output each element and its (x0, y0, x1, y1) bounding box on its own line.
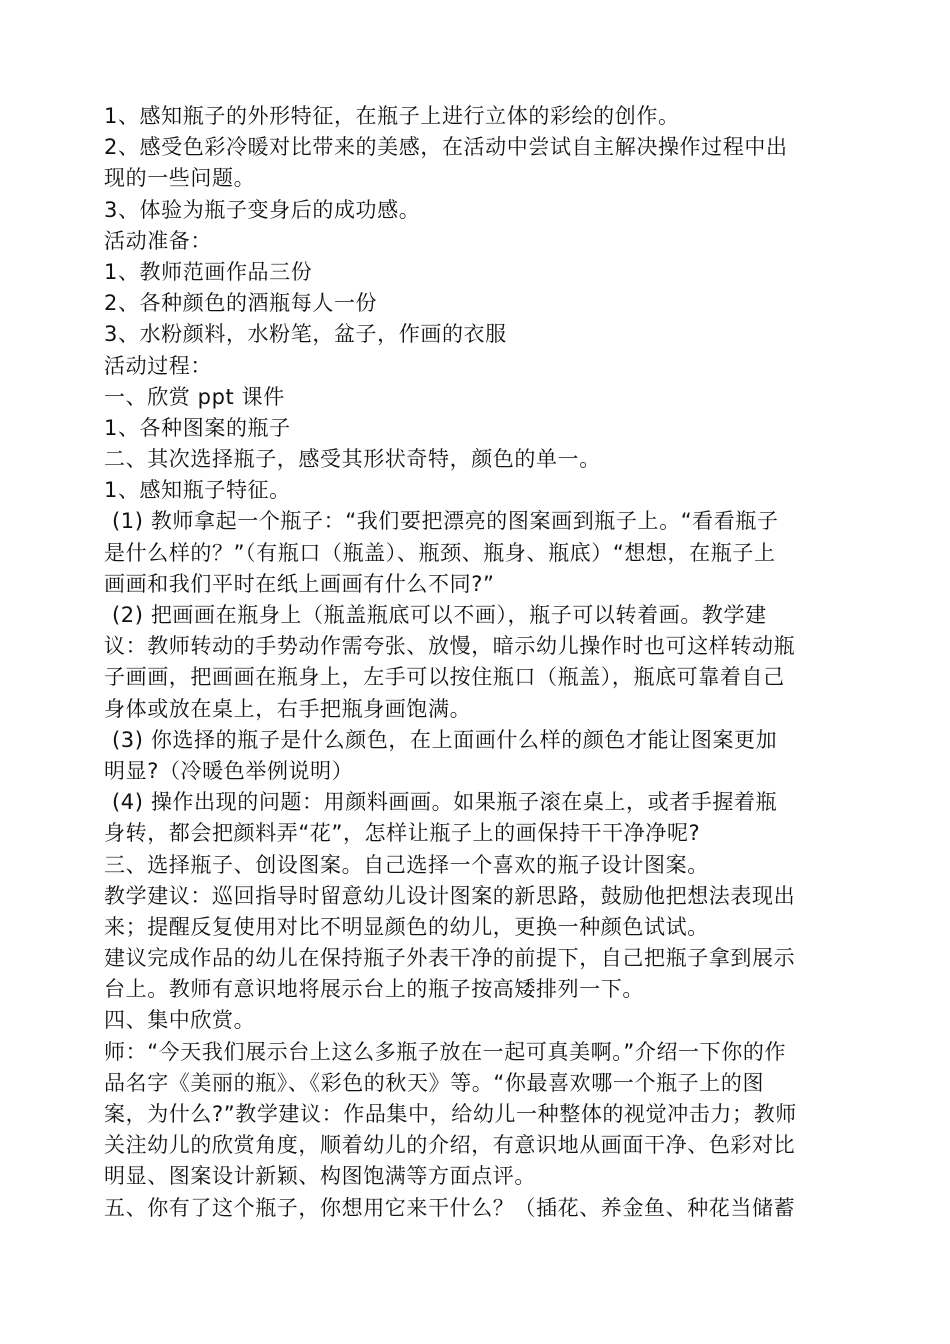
text-line: 二、其次选择瓶子，感受其形状奇特，颜色的单一。 (104, 447, 601, 472)
text-line: 明显?（冷暖色举例说明） (104, 758, 354, 783)
text-line: 议：教师转动的手势动作需夸张、放慢，暗示幼儿操作时也可这样转动瓶 (104, 634, 796, 659)
text-line: 四、集中欣赏。 (104, 1008, 256, 1033)
text-line: 2、感受色彩冷暖对比带来的美感，在活动中尝试自主解决操作过程中出 (104, 135, 788, 160)
text-line: 1、各种图案的瓶子 (104, 415, 291, 440)
text-line: 关注幼儿的欣赏角度，顺着幼儿的介绍，有意识地从画面干净、色彩对比 (104, 1133, 796, 1158)
text-line: 台上。教师有意识地将展示台上的瓶子按高矮排列一下。 (104, 977, 644, 1002)
text-line: 1、教师范画作品三份 (104, 259, 313, 284)
text-line: 一、欣赏 ppt 课件 (104, 384, 285, 409)
section-heading: 活动过程： (104, 353, 212, 378)
text-line: 教学建议：巡回指导时留意幼儿设计图案的新思路，鼓励他把想法表现出 (104, 883, 796, 908)
text-line: (4) 操作出现的问题：用颜料画画。如果瓶子滚在桌上，或者手握着瓶 (112, 790, 778, 815)
text-line: 师：“今天我们展示台上这么多瓶子放在一起可真美啊。”介绍一下你的作 (104, 1039, 787, 1064)
text-line: 1、感知瓶子的外形特征，在瓶子上进行立体的彩绘的创作。 (104, 104, 680, 128)
text-line: (2) 把画画在瓶身上（瓶盖瓶底可以不画），瓶子可以转着画。教学建 (112, 603, 767, 627)
section-heading: 活动准备： (104, 228, 212, 253)
text-line: 子画画，把画画在瓶身上，左手可以按住瓶口（瓶盖），瓶底可靠着自己 (104, 665, 785, 690)
text-line: 来；提醒反复使用对比不明显颜色的幼儿，更换一种颜色试试。 (104, 914, 709, 939)
text-line: 案，为什么?”教学建议：作品集中，给幼儿一种整体的视觉冲击力；教师 (104, 1102, 797, 1126)
text-line: 3、水粉颜料，水粉笔，盆子，作画的衣服 (104, 322, 507, 347)
text-line: 是什么样的？”（有瓶口（瓶盖）、瓶颈、瓶身、瓶底）“想想，在瓶子上 (104, 540, 776, 565)
text-line: 品名字《美丽的瓶》、《彩色的秋天》等。“你最喜欢哪一个瓶子上的图 (104, 1070, 765, 1095)
text-line: (1) 教师拿起一个瓶子：“我们要把漂亮的图案画到瓶子上。“看看瓶子 (112, 509, 779, 534)
text-line: (3) 你选择的瓶子是什么颜色，在上面画什么样的颜色才能让图案更加 (112, 727, 778, 752)
text-line: 三、选择瓶子、创设图案。自己选择一个喜欢的瓶子设计图案。 (104, 852, 709, 877)
text-line: 五、你有了这个瓶子，你想用它来干什么？（插花、养金鱼、种花当储蓄 (104, 1195, 796, 1220)
text-line: 1、感知瓶子特征。 (104, 478, 291, 503)
text-line: 身转，都会把颜料弄“花”，怎样让瓶子上的画保持干干净净呢? (104, 821, 701, 846)
text-line: 身体或放在桌上，右手把瓶身画饱满。 (104, 696, 472, 721)
text-line: 明显、图案设计新颖、构图饱满等方面点评。 (104, 1164, 536, 1189)
text-line: 画画和我们平时在纸上画画有什么不同?” (104, 571, 495, 596)
document-body (104, 101, 854, 1224)
text-line: 2、各种颜色的酒瓶每人一份 (104, 291, 378, 316)
text-line: 3、体验为瓶子变身后的成功感。 (104, 197, 421, 222)
text-line: 建议完成作品的幼儿在保持瓶子外表干净的前提下，自己把瓶子拿到展示 (104, 946, 796, 971)
text-line: 现的一些问题。 (104, 166, 256, 191)
